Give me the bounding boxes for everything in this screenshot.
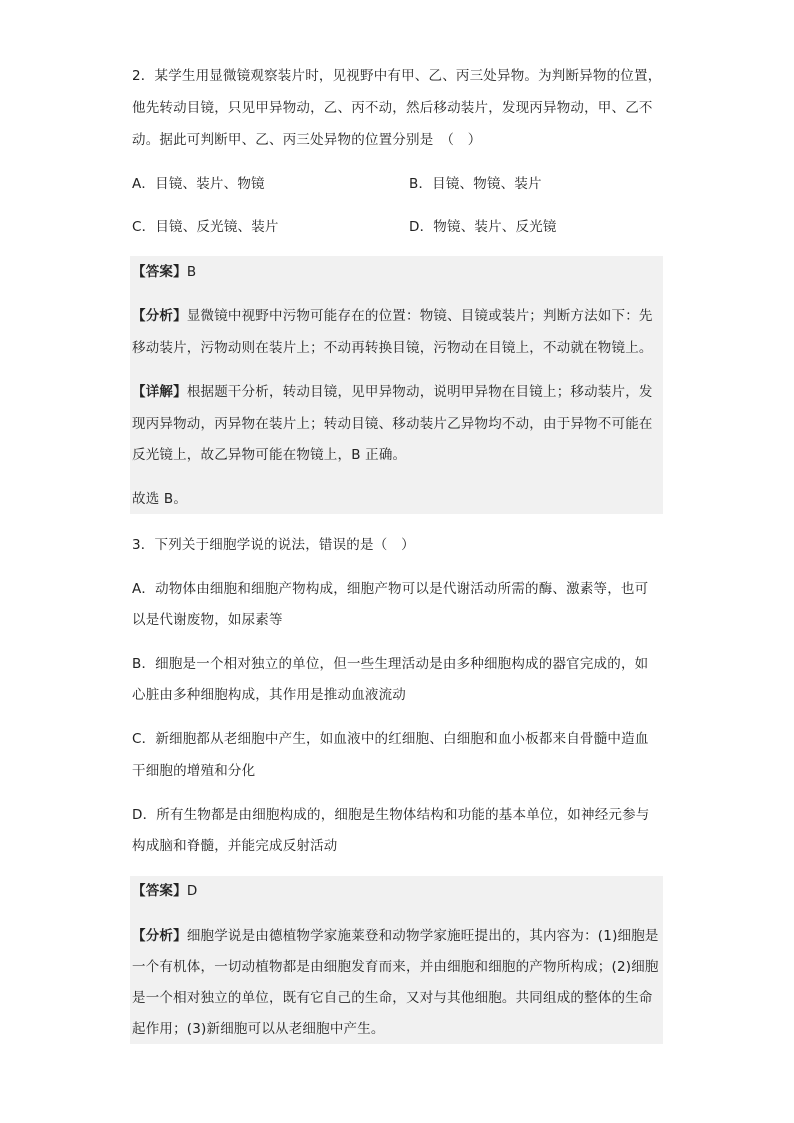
q3-analysis-line-1 [132,926,659,946]
q2-stem-line-3: 动。据此可判断甲、乙、丙三处异物的位置分别是 （ ） [132,132,482,148]
analysis-text: 显微镜中视野中污物可能存在的位置：物镜、目镜或装片；判断方法如下：先 [186,308,653,324]
detail-text: 根据题干分析，转动目镜，见甲异物动，说明甲异物在目镜上；移动装片，发 [186,384,653,400]
answer-value: B [186,264,197,280]
q2-stem-line-1: 2．某学生用显微镜观察装片时，见视野中有甲、乙、丙三处异物。为判断异物的位置， [132,68,662,84]
q3-option-d-line-2: 构成脑和脊髓，并能完成反射活动 [132,838,338,854]
q2-analysis-line-2: 移动装片，污物动则在装片上；不动再转换目镜，污物动在目镜上，不动就在物镜上。 [132,340,653,356]
q3-analysis-line-4: 起作用；(3)新细胞可以从老细胞中产生。 [132,1021,385,1037]
q3-analysis-line-3: 是一个相对独立的单位，既有它自己的生命，又对与其他细胞。共同组成的整体的生命 [132,990,653,1006]
q2-option-d: D．物镜、装片、反光镜 [409,219,557,235]
q3-option-c-line-2: 干细胞的增殖和分化 [132,763,256,779]
q3-stem: 3．下列关于细胞学说的说法，错误的是（ ） [132,537,415,553]
detail-label: 【详解】 [132,384,187,400]
q2-option-b: B．目镜、物镜、装片 [409,176,542,192]
q2-detail-line-1 [132,382,653,402]
q2-detail-line-2: 现丙异物动，丙异物在装片上；转动目镜、移动装片乙异物均不动，由于异物不可能在 [132,416,653,432]
answer-value: D [186,883,198,899]
analysis-label: 【分析】 [132,308,187,324]
analysis-label: 【分析】 [132,928,187,944]
q2-analysis-line-1 [132,306,653,326]
q2-conclusion: 故选 B。 [132,491,188,507]
q2-option-a: A．目镜、装片、物镜 [132,176,265,192]
answer-label: 【答案】 [132,883,187,899]
q3-answer [132,881,197,901]
q3-option-d-line-1: D．所有生物都是由细胞构成的，细胞是生物体结构和功能的基本单位，如神经元参与 [132,807,650,823]
q3-option-b-line-2: 心脏由多种细胞构成，其作用是推动血液流动 [132,687,406,703]
q3-option-a-line-1: A．动物体由细胞和细胞产物构成，细胞产物可以是代谢活动所需的酶、激素等，也可 [132,581,649,597]
q3-option-c-line-1: C．新细胞都从老细胞中产生，如血液中的红细胞、白细胞和血小板都来自骨髓中造血 [132,731,649,747]
answer-label: 【答案】 [132,264,187,280]
analysis-text: 细胞学说是由德植物学家施莱登和动物学家施旺提出的，其内容为：(1)细胞是 [186,928,659,944]
q3-option-b-line-1: B．细胞是一个相对独立的单位，但一些生理活动是由多种细胞构成的器官完成的，如 [132,656,649,672]
q2-option-c: C．目镜、反光镜、装片 [132,219,279,235]
q3-analysis-line-2: 一个有机体，一切动植物都是由细胞发育而来，并由细胞和细胞的产物所构成；(2)细胞 [132,959,659,975]
q2-detail-line-3: 反光镜上，故乙异物可能在物镜上，B 正确。 [132,447,407,463]
q3-option-a-line-2: 以是代谢废物，如尿素等 [132,612,283,628]
q2-stem-line-2: 他先转动目镜，只见甲异物动，乙、丙不动，然后移动装片，发现丙异物动，甲、乙不 [132,100,653,116]
q2-answer [132,262,196,282]
